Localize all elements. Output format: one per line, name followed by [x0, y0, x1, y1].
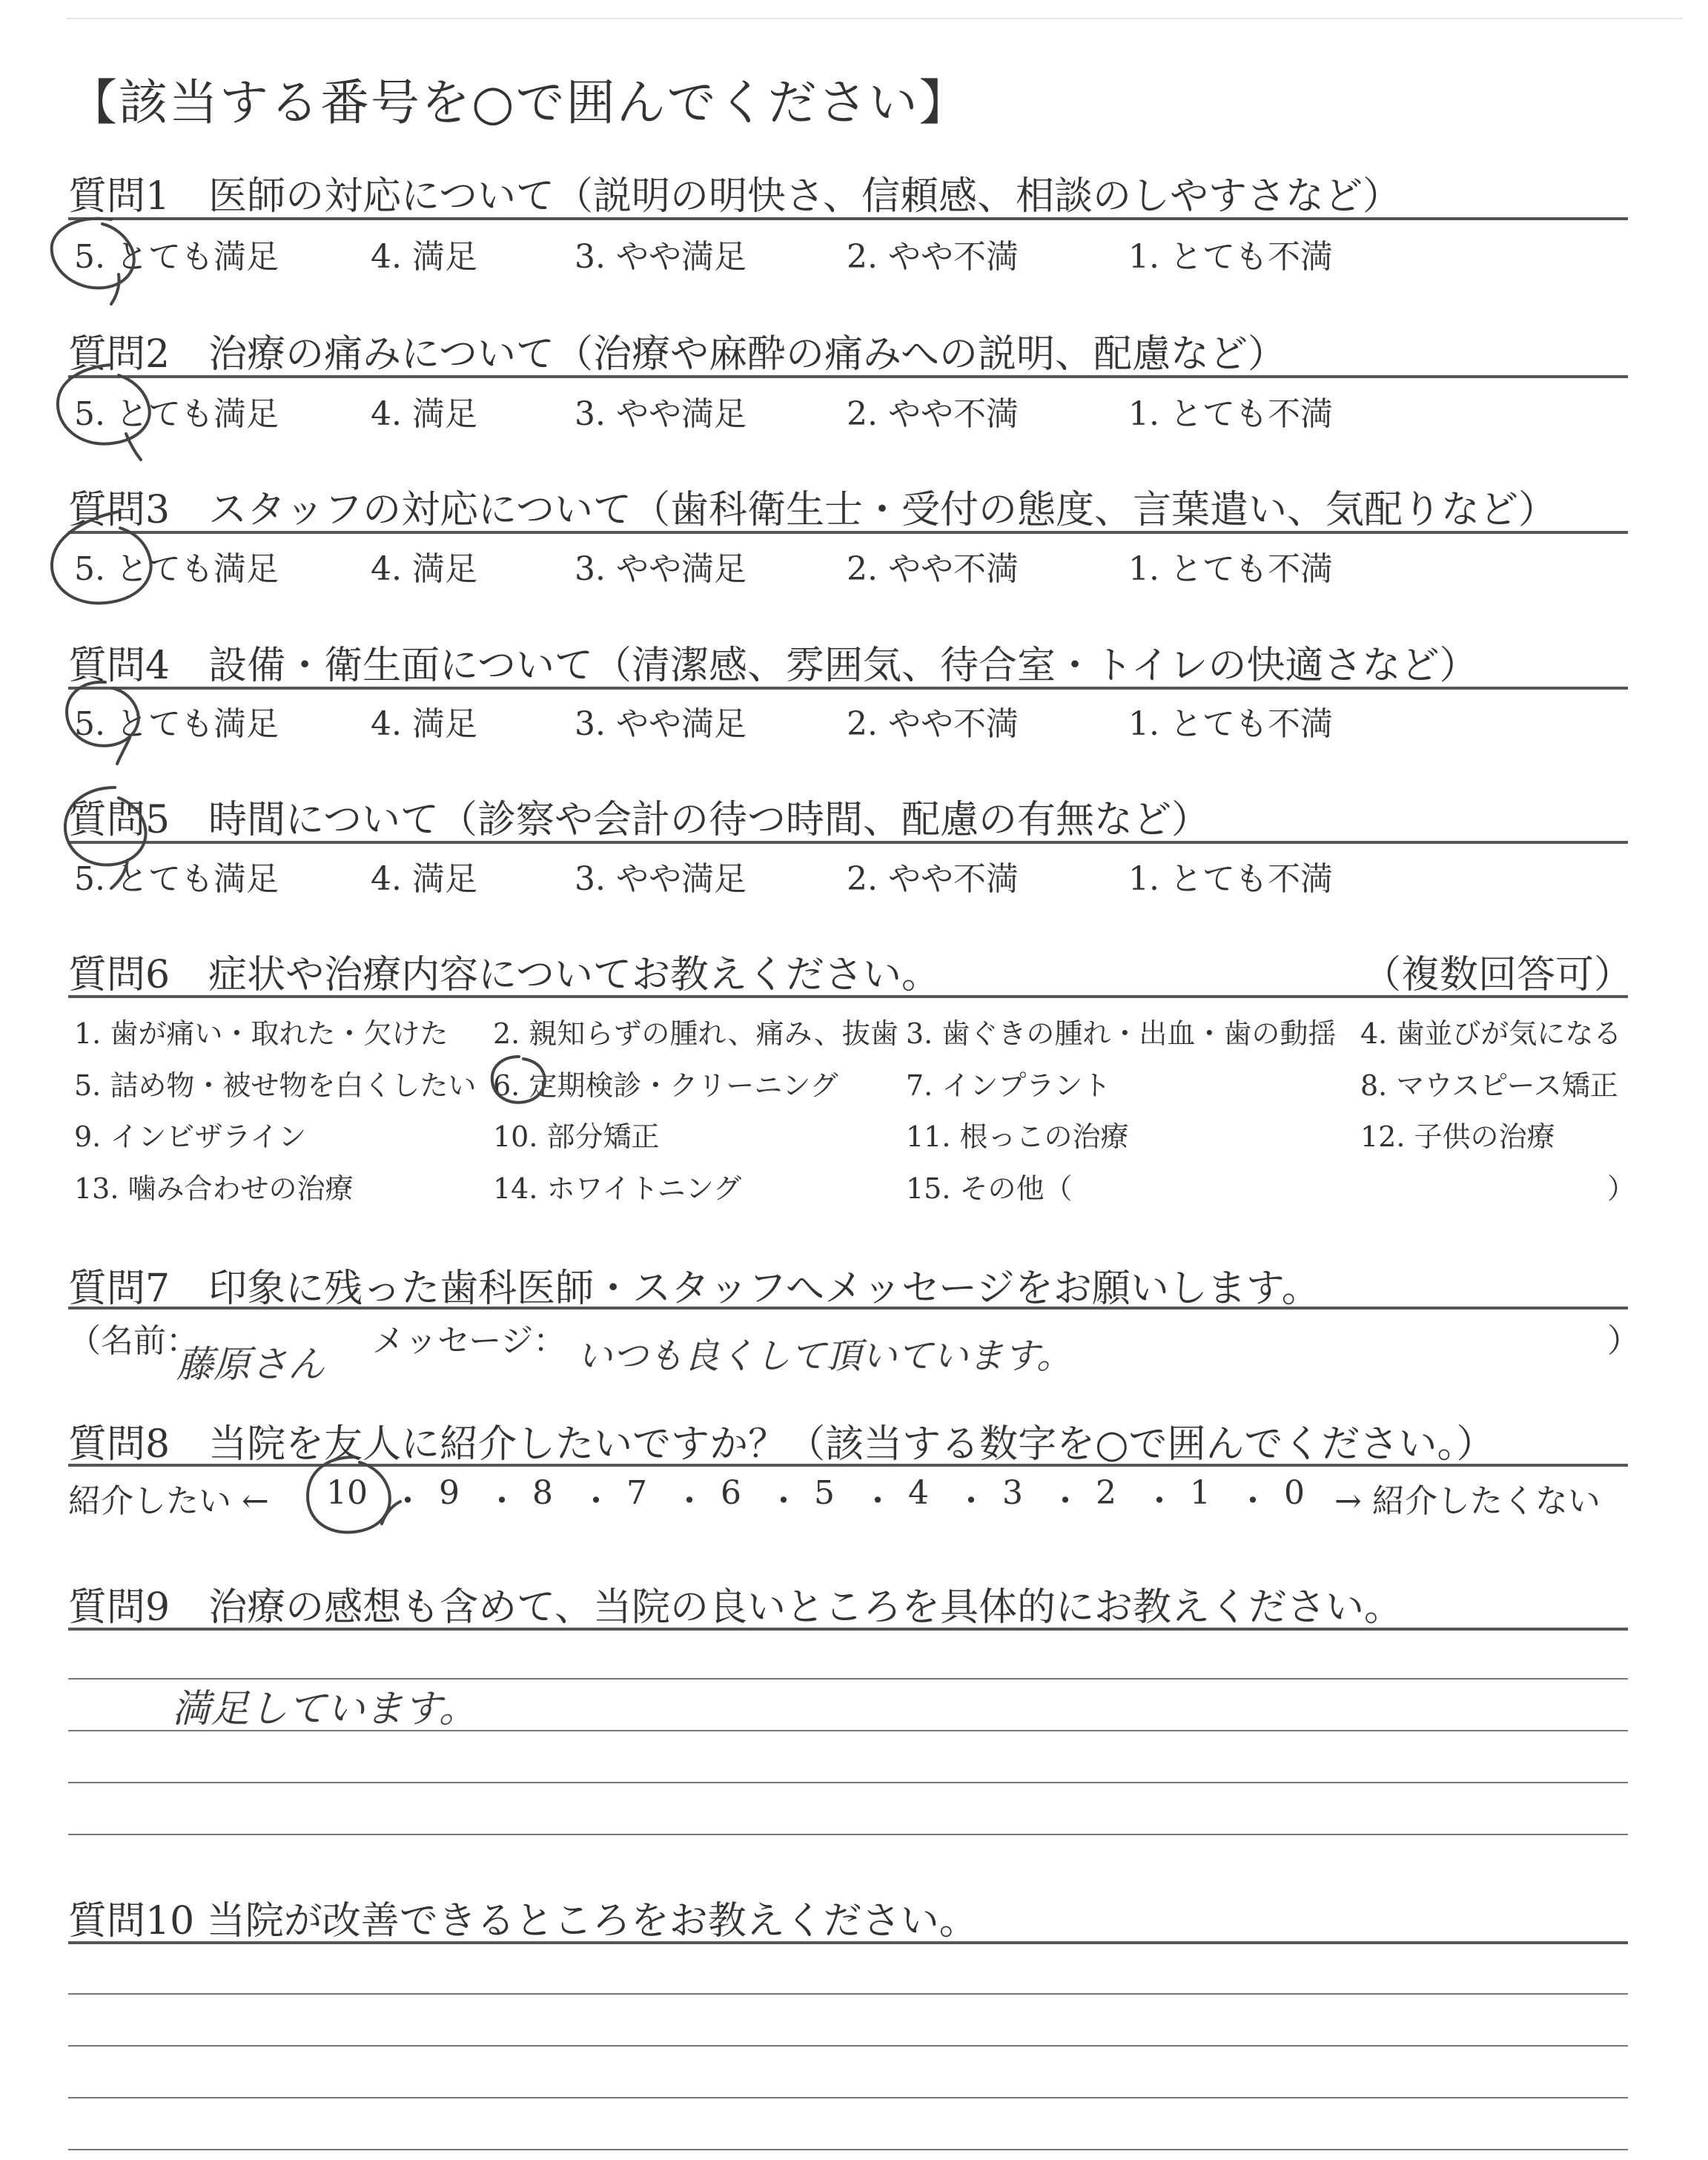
recommend-score-9[interactable]: 9 [439, 1474, 460, 1512]
question-1-rule [68, 217, 1628, 220]
question-6-title: 質問6 症状や治療内容についてお教えください。 [68, 953, 941, 997]
recommend-score-0[interactable]: 0 [1284, 1474, 1305, 1512]
recommend-score-1[interactable]: 1 [1190, 1474, 1211, 1512]
scale-dot: ・ [391, 1482, 424, 1520]
question-6-rule [68, 995, 1628, 998]
q6-item-5[interactable]: 5. 詰め物・被せ物を白くしたい [74, 1069, 477, 1102]
q4-option-4[interactable]: 4. 満足 [371, 705, 477, 743]
q6-item-4[interactable]: 4. 歯並びが気になる [1360, 1017, 1622, 1050]
q6-item-2[interactable]: 2. 親知らずの腫れ、痛み、抜歯 [493, 1017, 898, 1050]
answer-line [68, 1834, 1628, 1835]
question-4-title: 質問4 設備・衛生面について（清潔感、雰囲気、待合室・トイレの快適さなど） [68, 644, 1478, 688]
name-label: （名前： [68, 1322, 199, 1360]
q2-option-4[interactable]: 4. 満足 [371, 395, 477, 433]
question-4-rule [68, 687, 1628, 690]
question-2-rule [68, 375, 1628, 378]
question-10-rule [68, 1941, 1628, 1944]
q4-option-1[interactable]: 1. とても不満 [1128, 705, 1333, 743]
q1-option-5[interactable]: 5. とても満足 [74, 238, 279, 276]
handwritten-staff-name[interactable]: 藤原さん [176, 1343, 325, 1386]
scale-dot: ・ [767, 1482, 800, 1520]
answer-line [68, 2149, 1628, 2150]
q4-option-3[interactable]: 3. やや満足 [575, 705, 747, 743]
q1-option-4[interactable]: 4. 満足 [371, 238, 477, 276]
scale-dot: ・ [1049, 1482, 1082, 1520]
q2-option-1[interactable]: 1. とても不満 [1128, 395, 1333, 433]
answer-line [68, 2045, 1628, 2047]
q6-item-15[interactable]: 15. その他（ [906, 1172, 1073, 1205]
recommend-right-label: → 紹介したくない [1334, 1482, 1601, 1520]
message-close-paren: ） [1607, 1322, 1640, 1360]
message-label: メッセージ： [372, 1322, 566, 1360]
question-9-title: 質問9 治療の感想も含めて、当院の良いところを具体的にお教えください。 [68, 1585, 1403, 1630]
recommend-score-2[interactable]: 2 [1096, 1474, 1116, 1512]
q6-item-9[interactable]: 9. インビザライン [74, 1120, 307, 1153]
top-border [67, 18, 1683, 19]
q5-option-5[interactable]: 5. とても満足 [74, 860, 279, 898]
recommend-score-10[interactable]: 10 [326, 1474, 368, 1512]
question-7-rule [68, 1307, 1628, 1309]
question-8-title: 質問8 当院を友人に紹介したいですか？（該当する数字を○で囲んでください。） [68, 1422, 1495, 1467]
q3-option-4[interactable]: 4. 満足 [371, 550, 477, 588]
q5-option-4[interactable]: 4. 満足 [371, 860, 477, 898]
recommend-score-3[interactable]: 3 [1002, 1474, 1023, 1512]
question-1-title: 質問1 医師の対応について（説明の明快さ、信頼感、相談のしやすさなど） [68, 174, 1401, 219]
q5-option-2[interactable]: 2. やや不満 [847, 860, 1019, 898]
q5-option-1[interactable]: 1. とても不満 [1128, 860, 1333, 898]
form-heading: 【該当する番号を○で囲んでください】 [68, 74, 970, 131]
q2-option-2[interactable]: 2. やや不満 [847, 395, 1019, 433]
scale-dot: ・ [1237, 1482, 1269, 1520]
question-3-title: 質問3 スタッフの対応について（歯科衛生士・受付の態度、言葉遣い、気配りなど） [68, 488, 1558, 532]
scale-dot: ・ [861, 1482, 894, 1520]
q6-item-6[interactable]: 6. 定期検診・クリーニング [493, 1069, 838, 1102]
question-2-title: 質問2 治療の痛みについて（治療や麻酔の痛みへの説明、配慮など） [68, 332, 1287, 377]
q3-option-1[interactable]: 1. とても不満 [1128, 550, 1333, 588]
multiple-answers-note: （複数回答可） [1363, 953, 1633, 997]
question-5-title: 質問5 時間について（診察や会計の待つ時間、配慮の有無など） [68, 798, 1211, 842]
recommend-score-4[interactable]: 4 [908, 1474, 929, 1512]
recommend-score-8[interactable]: 8 [532, 1474, 553, 1512]
q3-option-5[interactable]: 5. とても満足 [74, 550, 279, 588]
scale-dot: ・ [1143, 1482, 1176, 1520]
q1-option-1[interactable]: 1. とても不満 [1128, 238, 1333, 276]
scale-dot: ・ [955, 1482, 987, 1520]
question-5-rule [68, 841, 1628, 844]
scale-dot: ・ [580, 1482, 612, 1520]
recommend-score-5[interactable]: 5 [814, 1474, 835, 1512]
q5-option-3[interactable]: 3. やや満足 [575, 860, 747, 898]
q2-option-3[interactable]: 3. やや満足 [575, 395, 747, 433]
q6-item-11[interactable]: 11. 根っこの治療 [906, 1120, 1129, 1153]
q4-option-5[interactable]: 5. とても満足 [74, 705, 279, 743]
question-8-rule [68, 1464, 1628, 1467]
q6-item-7[interactable]: 7. インプラント [906, 1069, 1111, 1102]
q6-item-8[interactable]: 8. マウスピース矯正 [1360, 1069, 1618, 1102]
answer-line [68, 1993, 1628, 1995]
q6-item-3[interactable]: 3. 歯ぐきの腫れ・出血・歯の動揺 [906, 1017, 1337, 1050]
q2-option-5[interactable]: 5. とても満足 [74, 395, 279, 433]
recommend-score-7[interactable]: 7 [626, 1474, 647, 1512]
q1-option-2[interactable]: 2. やや不満 [847, 238, 1019, 276]
question-3-rule [68, 531, 1628, 534]
q6-item-1[interactable]: 1. 歯が痛い・取れた・欠けた [74, 1017, 448, 1050]
scale-dot: ・ [486, 1482, 518, 1520]
recommend-score-6[interactable]: 6 [721, 1474, 741, 1512]
recommend-left-label: 紹介したい ← [68, 1482, 269, 1520]
q6-other-close-paren: ） [1607, 1172, 1636, 1205]
q6-item-13[interactable]: 13. 噛み合わせの治療 [74, 1172, 354, 1205]
q6-item-14[interactable]: 14. ホワイトニング [493, 1172, 742, 1205]
question-10-title: 質問10 当院が改善できるところをお教えください。 [68, 1899, 978, 1943]
handwritten-good-points[interactable]: 満足しています。 [172, 1687, 477, 1731]
q6-item-12[interactable]: 12. 子供の治療 [1360, 1120, 1555, 1153]
q6-item-10[interactable]: 10. 部分矯正 [493, 1120, 660, 1153]
q3-option-2[interactable]: 2. やや不満 [847, 550, 1019, 588]
q4-option-2[interactable]: 2. やや不満 [847, 705, 1019, 743]
answer-line [68, 2097, 1628, 2098]
q1-option-3[interactable]: 3. やや満足 [575, 238, 747, 276]
q3-option-3[interactable]: 3. やや満足 [575, 550, 747, 588]
scale-dot: ・ [673, 1482, 706, 1520]
question-7-title: 質問7 印象に残った歯科医師・スタッフへメッセージをお願いします。 [68, 1266, 1320, 1311]
answer-line [68, 1782, 1628, 1783]
handwritten-message[interactable]: いつも良くして頂いています。 [577, 1335, 1073, 1377]
question-9-rule [68, 1628, 1628, 1631]
